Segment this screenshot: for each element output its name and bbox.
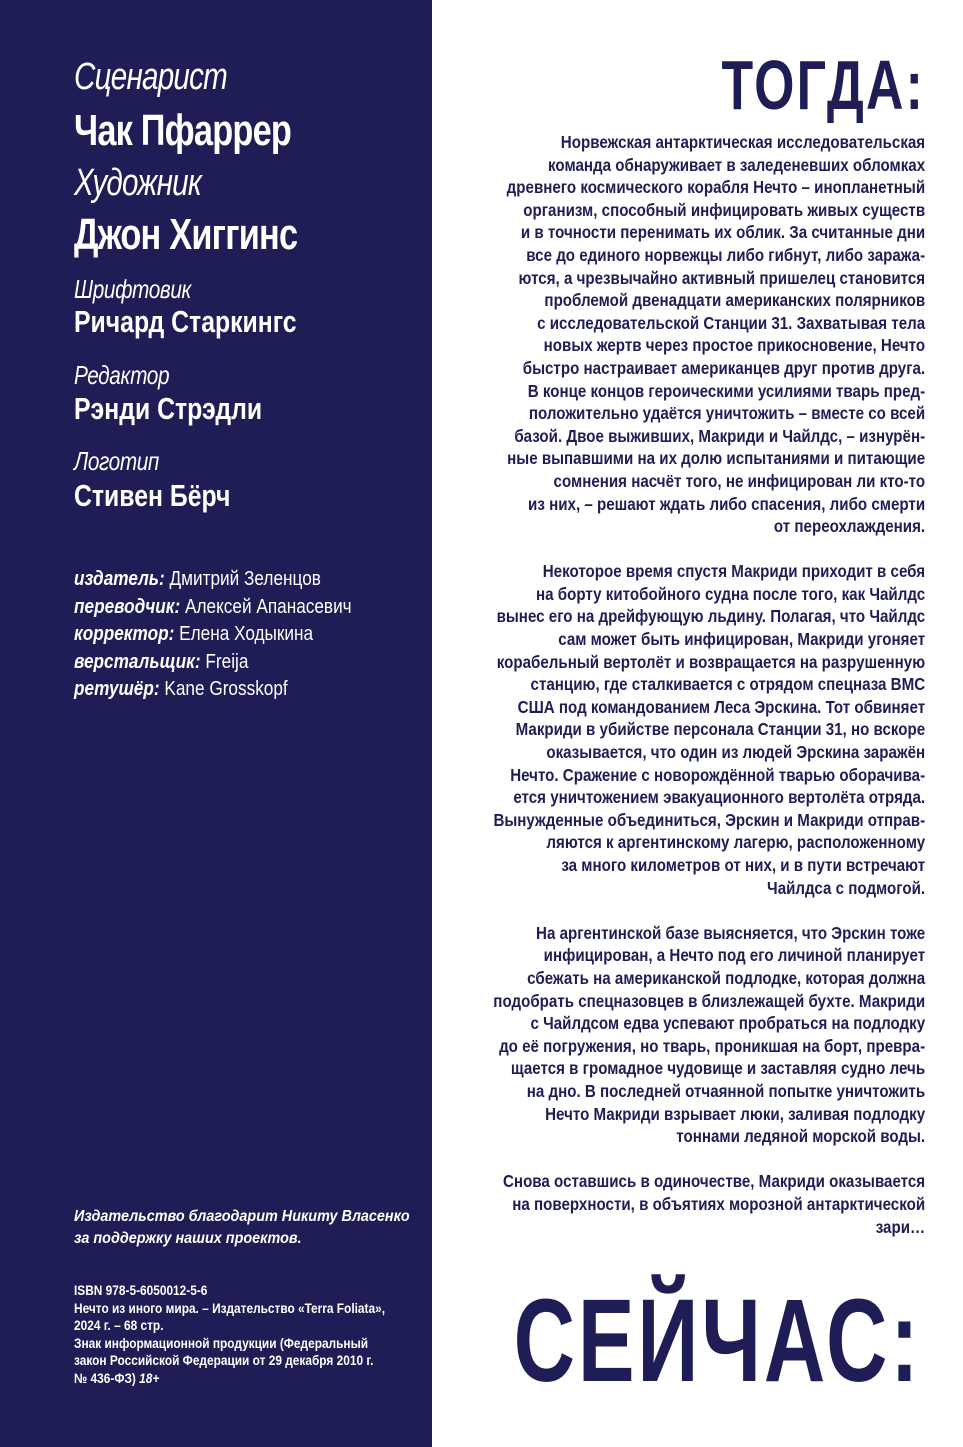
staff-name: Елена Ходыкина (179, 623, 314, 645)
credit-role-writer: Сценарист (74, 56, 228, 98)
synopsis-line: быстро настраивает американцев друг против друга. (522, 357, 925, 378)
credit-role-artist: Художник (74, 162, 202, 204)
staff-line (74, 676, 352, 704)
synopsis-line: Макриди в убийстве персонала Станции 31, но вскоре (515, 719, 925, 740)
staff-name: Алексей Апанасевич (185, 595, 352, 618)
synopsis-line: из них, – решают ждать либо спасения, либо смерти (527, 493, 925, 514)
staff-role: корректор: (74, 623, 175, 645)
synopsis-line: Норвежская антарктическая исследовательская (560, 132, 925, 152)
staff-name: Дмитрий Зеленцов (169, 568, 321, 590)
synopsis-line: древнего космического корабля Нечто – инопланетный (506, 177, 925, 198)
synopsis-line: США под командованием Леса Эрскина. Тот обвиняет (517, 696, 925, 717)
credit-name-editor: Рэнди Стрэдли (74, 391, 263, 426)
synopsis-line: корабельный вертолёт и возвращается на разрушенную (496, 651, 925, 672)
synopsis-paragraph (493, 922, 925, 1148)
legal-imprint (74, 1282, 385, 1388)
synopsis-line: вынес его на дрейфующую льдину. Полагая, что Чайлдс (496, 606, 925, 627)
credit-role-logo: Логотип (74, 446, 159, 476)
synopsis-line: на борту китобойного судна после того, как Чайлдс (535, 583, 925, 604)
staff-line (74, 649, 352, 677)
synopsis-line: на поверхности, в объятиях морозной антарктической (512, 1193, 925, 1214)
synopsis-line: На аргентинской базе выясняется, что Эрскин тоже (535, 922, 925, 943)
synopsis-line: ляются к аргентинскому лагерю, расположенному (546, 832, 925, 853)
thanks-line: за поддержку наших проектов. (74, 1230, 302, 1247)
synopsis-line: Чайлдса с подмогой. (766, 877, 925, 898)
synopsis-text (423, 131, 925, 1238)
synopsis-line: положительно удаётся уничтожить – вместе со всей (528, 403, 925, 424)
synopsis-line: Вынужденные объединиться, Эрскин и Макриди отправ- (493, 809, 925, 830)
synopsis-line: Нечто. Сражение с новорождённой тварью оборачива- (510, 764, 925, 785)
imprint-line: 2024 г. – 68 стр. (74, 1318, 164, 1334)
synopsis-paragraph (493, 131, 925, 538)
imprint-line: Нечто из иного мира. – Издательство «Terra Foliata», (74, 1300, 385, 1316)
synopsis-line: сбежать на американской подлодке, которая должна (527, 967, 925, 988)
staff-name: Kane Grosskopf (164, 678, 288, 700)
law-number: № 436-ФЗ) (74, 1370, 136, 1386)
synopsis-line: Некоторое время спустя Макриди приходит в себя (542, 561, 925, 582)
synopsis-paragraph (493, 560, 925, 899)
synopsis-line: сомнения насчёт того, не инфицирован ли кто-то (553, 470, 925, 491)
synopsis-line: все до единого норвежцы либо гибнут, либо заража- (526, 244, 925, 265)
synopsis-line: Снова оставшись в одиночестве, Макриди оказывается (502, 1171, 925, 1192)
staff-role: ретушёр: (74, 678, 160, 700)
synopsis-line: до её погружения, но тварь, проникшая на борт, превра- (498, 1035, 925, 1056)
staff-role: издатель: (74, 568, 165, 590)
credit-name-writer: Чак Пфаррер (74, 106, 292, 155)
synopsis-line: тоннами ледяной морской воды. (676, 1126, 925, 1147)
imprint-line: Знак информационной продукции (Федеральный (74, 1335, 369, 1351)
synopsis-line: с исследовательской Станции 31. Захватывая тела (536, 312, 925, 333)
thanks-line: Издательство благодарит Никиту Власенко (74, 1208, 410, 1225)
synopsis-line: подобрать спецназовцев в близлежащей бухте. Макриди (493, 990, 925, 1011)
staff-line (74, 594, 352, 622)
synopsis-paragraph (493, 1170, 925, 1238)
synopsis-line: зари… (875, 1216, 925, 1237)
staff-role: переводчик: (74, 595, 181, 618)
credit-name-logo: Стивен Бёрч (74, 478, 231, 513)
synopsis-line: оказывается, что один из людей Эрскина заражён (546, 742, 925, 763)
synopsis-line: В конце концов героическими усилиями тварь пред- (527, 380, 925, 401)
heading-now: СЕЙЧАС: (513, 1275, 921, 1407)
synopsis-line: ные выпавшими на их долю испытаниями и питающие (506, 448, 925, 469)
staff-line (74, 621, 352, 649)
synopsis-line: от переохлаждения. (773, 516, 925, 537)
synopsis-line: организм, способный инфицировать живых существ (523, 199, 925, 220)
credit-name-letterer: Ричард Старкингс (74, 304, 297, 339)
synopsis-line: и в точности перенимать их облик. За считанные дни (520, 222, 925, 243)
synopsis-line: на дно. В последней отчаянной попытке уничтожить (526, 1080, 925, 1101)
synopsis-line: с Чайлдсом едва успевают пробраться на подлодку (530, 1013, 925, 1034)
synopsis-line: команда обнаруживает в заледеневших обломках (547, 154, 925, 175)
age-rating: 18+ (139, 1370, 160, 1386)
synopsis-line: станцию, где сталкивается с отрядом спецназа ВМС (530, 674, 925, 695)
staff-line (74, 566, 352, 594)
synopsis-panel (432, 0, 963, 1447)
thanks-note (74, 1206, 410, 1250)
synopsis-line: проблемой двенадцати американских полярников (544, 290, 925, 311)
heading-then: ТОГДА: (721, 46, 925, 124)
staff-name: Freija (205, 650, 249, 673)
synopsis-line: Нечто Макриди взрывает люки, заливая подлодку (544, 1103, 925, 1124)
synopsis-line: базой. Двое выживших, Макриди и Чайлдс, – изнурён- (514, 425, 925, 446)
credits-panel (0, 0, 432, 1447)
imprint-line: закон Российской Федерации от 29 декабря 2010 г. (74, 1353, 374, 1369)
synopsis-line: сам может быть инфицирован, Макриди угоняет (558, 629, 925, 650)
credit-role-editor: Редактор (74, 360, 170, 390)
synopsis-line: щается в громадное чудовище и заставляя судно лечь (510, 1058, 925, 1079)
synopsis-line: ется уничтожением эвакуационного вертолёта отряда. (513, 787, 925, 808)
staff-list (74, 566, 352, 704)
synopsis-line: ются, а чрезвычайно активный пришелец становится (518, 267, 925, 288)
synopsis-line: новых жертв через простое прикосновение, Нечто (543, 335, 925, 356)
credit-name-artist: Джон Хиггинс (74, 210, 298, 259)
synopsis-line: инфицирован, а Нечто под его личиной планирует (543, 945, 925, 966)
imprint-line (74, 1370, 385, 1388)
staff-role: верстальщик: (74, 650, 201, 673)
isbn-line: ISBN 978-5-6050012-5-6 (74, 1283, 208, 1298)
credit-role-letterer: Шрифтовик (74, 274, 191, 304)
synopsis-line: за много километров от них, и в пути встречают (561, 855, 925, 875)
